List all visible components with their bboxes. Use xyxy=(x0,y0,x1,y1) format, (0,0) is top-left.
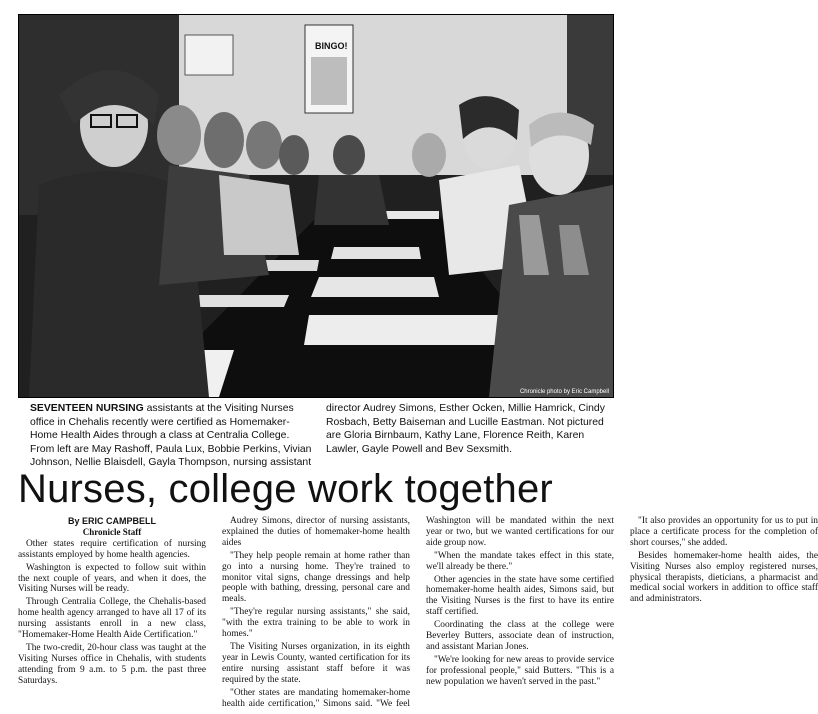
article-paragraph: "When the mandate takes effect in this state, we'll already be there." xyxy=(426,550,614,572)
article-paragraph: "They help people remain at home rather than go into a nursing home. They're trained to monitor vital signs, change dressings and help people with bathing, dressing, personal care and meals. xyxy=(222,550,410,605)
byline-affiliation: Chronicle Staff xyxy=(82,526,142,537)
photo-caption xyxy=(30,402,608,470)
article-paragraph: "We're looking for new areas to provide service for professional people," said Butters. "This is a new population we haven't served in the past." xyxy=(426,654,614,687)
caption-lead: SEVENTEEN NURSING xyxy=(30,403,144,414)
article-paragraph: "They're regular nursing assistants," she said, "with the extra training to be able to work in homes." xyxy=(222,607,410,640)
caption-text: assistants at the Visiting Nurses office in Chehalis recently were certified as Homemaker-Home Health Aides through a class at Centralia College. From left are May Rashoff, Paula Lux, Bobbie Perkins, Vivian Johnson, Nellie Blaisdell, Gayla Thompson, nursing assistant director Audrey Simons, Esther Ocken, Millie Hamrick, Cindy Rosbach, Betty Baiseman and Lucille Eastman. Not pictured are Gloria Birnbaum, Kathy Lane, Florence Reith, Karen Lawler, Gayle Powell and Bev Sexsmith. xyxy=(30,403,605,469)
photo-credit: Chronicle photo by Eric Campbell xyxy=(519,389,609,395)
article-body xyxy=(18,516,818,710)
headline: Nurses, college work together xyxy=(18,467,553,511)
article-paragraph: Through Centralia College, the Chehalis-based home health agency arranged to have all 17 of its nursing assistants enroll in a new class, "Homemaker-Home Health Aide Certification." xyxy=(18,597,206,641)
article-paragraph: "Other states are mandating homemaker-home health aide certification," Simons said. "We feel Washington will be mandated within the next year or two, but we wanted certifications for our aide group now. xyxy=(222,516,614,709)
article-paragraph: The Visiting Nurses organization, in its eighth year in Lewis County, wanted certification for its entire nursing assistant staff before it was required by the state. xyxy=(222,641,410,685)
article-paragraph: Audrey Simons, director of nursing assistants, explained the duties of homemaker-home health aides xyxy=(222,516,410,548)
article-paragraph: Coordinating the class at the college were Beverley Butters, associate dean of instruction, and assistant Marian Jones. xyxy=(426,620,614,652)
article-paragraph: The two-credit, 20-hour class was taught at the Visiting Nurses office in Chehalis, with students attending from 9 a.m. to 5 p.m. the past three Saturdays. xyxy=(18,642,206,686)
article-paragraph: Other states require certification of nursing assistants employed by home health agencies. xyxy=(18,538,206,560)
byline: By ERIC CAMPBELL xyxy=(67,516,156,526)
bingo-poster-title: BINGO! xyxy=(315,41,348,51)
news-photo xyxy=(18,14,614,398)
article-paragraph: Other agencies in the state have some certified homemaker-home health aides, Simons said, but the Visiting Nurses is the first to have its entire staff certified. xyxy=(426,574,614,618)
article-paragraph: Washington is expected to follow suit within the next couple of years, and when it does, the Visiting Nurses will be ready. xyxy=(18,562,206,595)
photo-illustration xyxy=(19,15,613,397)
article-paragraph: "It also provides an opportunity for us to put in place a certificate process for the completion of short courses," she added. xyxy=(630,516,818,548)
article-paragraph: Besides homemaker-home health aides, the Visiting Nurses also employ registered nurses, physical therapists, dieticians, a pharmacist and medical social workers in addition to office staff and administrators. xyxy=(630,550,818,605)
